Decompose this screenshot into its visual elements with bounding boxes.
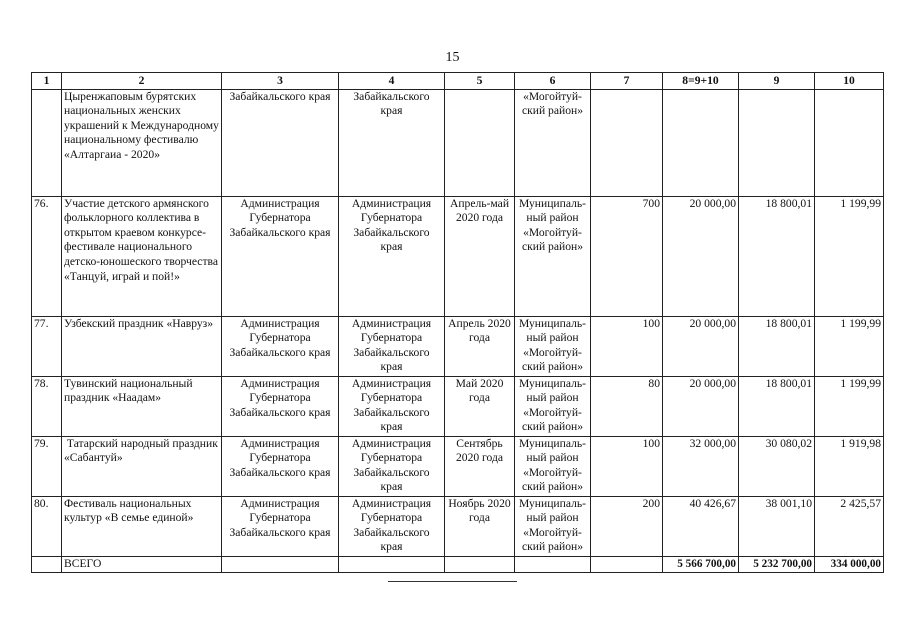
events-table (31, 72, 884, 573)
col-header-10: 10 (815, 73, 884, 90)
regional-amount: 38 001,10 (739, 496, 815, 556)
total-amount: 32 000,00 (663, 436, 739, 496)
totals-num-cell (32, 556, 62, 572)
row-number: 76. (32, 196, 62, 316)
place: Муниципаль-ный район «Могойтуй-ский район» (515, 196, 591, 316)
col-header-6: 6 (515, 73, 591, 90)
period: Апрель 2020 года (445, 316, 515, 376)
table-row (32, 89, 884, 196)
col-header-8: 8=9+10 (663, 73, 739, 90)
regional-amount: 18 800,01 (739, 196, 815, 316)
event-name: Тувинский национальный праздник «Наадам» (62, 376, 222, 436)
col-header-3: 3 (222, 73, 339, 90)
end-of-document-rule (388, 581, 517, 582)
local-amount: 1 199,99 (815, 376, 884, 436)
local-amount (815, 89, 884, 196)
period: Апрель-май 2020 года (445, 196, 515, 316)
event-name: Татарский народный праздник «Сабантуй» (62, 436, 222, 496)
executor: Администрация Губернатора Забайкальского края (339, 376, 445, 436)
event-name: Цыренжаповым бурятских национальных женских украшений к Международному национальному фестивалю «Алтаргаиа - 2020» (62, 89, 222, 196)
table-row (32, 436, 884, 496)
participants: 700 (591, 196, 663, 316)
page-number: 15 (445, 50, 460, 65)
executor: Администрация Губернатора Забайкальского края (339, 496, 445, 556)
row-number: 78. (32, 376, 62, 436)
event-name: Участие детского армянского фольклорного коллектива в открытом краевом конкурсе-фестивале национального детско-юношеского творчества «Танцуй, играй и пой!» (62, 196, 222, 316)
executor: Администрация Губернатора Забайкальского края (339, 196, 445, 316)
organizer: Администрация Губернатора Забайкальского края (222, 196, 339, 316)
event-name: Фестиваль национальных культур «В семье единой» (62, 496, 222, 556)
total-amount: 20 000,00 (663, 196, 739, 316)
event-name: Узбекский праздник «Навруз» (62, 316, 222, 376)
row-number (32, 89, 62, 196)
place: Муниципаль-ный район «Могойтуй-ский район» (515, 496, 591, 556)
col-header-2: 2 (62, 73, 222, 90)
participants: 100 (591, 436, 663, 496)
row-number: 77. (32, 316, 62, 376)
participants: 200 (591, 496, 663, 556)
totals-empty-cell (591, 556, 663, 572)
period: Сентябрь 2020 года (445, 436, 515, 496)
organizer: Администрация Губернатора Забайкальского края (222, 316, 339, 376)
local-amount: 1 199,99 (815, 196, 884, 316)
total-amount (663, 89, 739, 196)
total-amount: 40 426,67 (663, 496, 739, 556)
regional-amount: 18 800,01 (739, 316, 815, 376)
period (445, 89, 515, 196)
total-amount: 20 000,00 (663, 316, 739, 376)
place: Муниципаль-ный район «Могойтуй-ский район» (515, 436, 591, 496)
column-number-row (32, 73, 884, 90)
local-amount: 1 919,98 (815, 436, 884, 496)
totals-empty-cell (445, 556, 515, 572)
place: «Могойтуй-ский район» (515, 89, 591, 196)
totals-empty-cell (339, 556, 445, 572)
regional-amount: 18 800,01 (739, 376, 815, 436)
organizer: Забайкальского края (222, 89, 339, 196)
organizer: Администрация Губернатора Забайкальского края (222, 436, 339, 496)
executor: Забайкальского края (339, 89, 445, 196)
grand-total: 5 566 700,00 (663, 556, 739, 572)
organizer: Администрация Губернатора Забайкальского края (222, 376, 339, 436)
col-header-1: 1 (32, 73, 62, 90)
participants: 80 (591, 376, 663, 436)
totals-row (32, 556, 884, 572)
table-row (32, 316, 884, 376)
table-row (32, 196, 884, 316)
regional-amount: 30 080,02 (739, 436, 815, 496)
local-total: 334 000,00 (815, 556, 884, 572)
col-header-7: 7 (591, 73, 663, 90)
participants: 100 (591, 316, 663, 376)
row-number: 79. (32, 436, 62, 496)
organizer: Администрация Губернатора Забайкальского края (222, 496, 339, 556)
regional-total: 5 232 700,00 (739, 556, 815, 572)
period: Май 2020 года (445, 376, 515, 436)
local-amount: 1 199,99 (815, 316, 884, 376)
local-amount: 2 425,57 (815, 496, 884, 556)
regional-amount (739, 89, 815, 196)
place: Муниципаль-ный район «Могойтуй-ский район» (515, 376, 591, 436)
row-number: 80. (32, 496, 62, 556)
col-header-5: 5 (445, 73, 515, 90)
total-amount: 20 000,00 (663, 376, 739, 436)
executor: Администрация Губернатора Забайкальского края (339, 316, 445, 376)
col-header-4: 4 (339, 73, 445, 90)
col-header-9: 9 (739, 73, 815, 90)
totals-label: ВСЕГО (62, 556, 222, 572)
place: Муниципаль-ный район «Могойтуй-ский район» (515, 316, 591, 376)
participants (591, 89, 663, 196)
table-row (32, 376, 884, 436)
totals-empty-cell (515, 556, 591, 572)
period: Ноябрь 2020 года (445, 496, 515, 556)
executor: Администрация Губернатора Забайкальского края (339, 436, 445, 496)
totals-empty-cell (222, 556, 339, 572)
table-row (32, 496, 884, 556)
